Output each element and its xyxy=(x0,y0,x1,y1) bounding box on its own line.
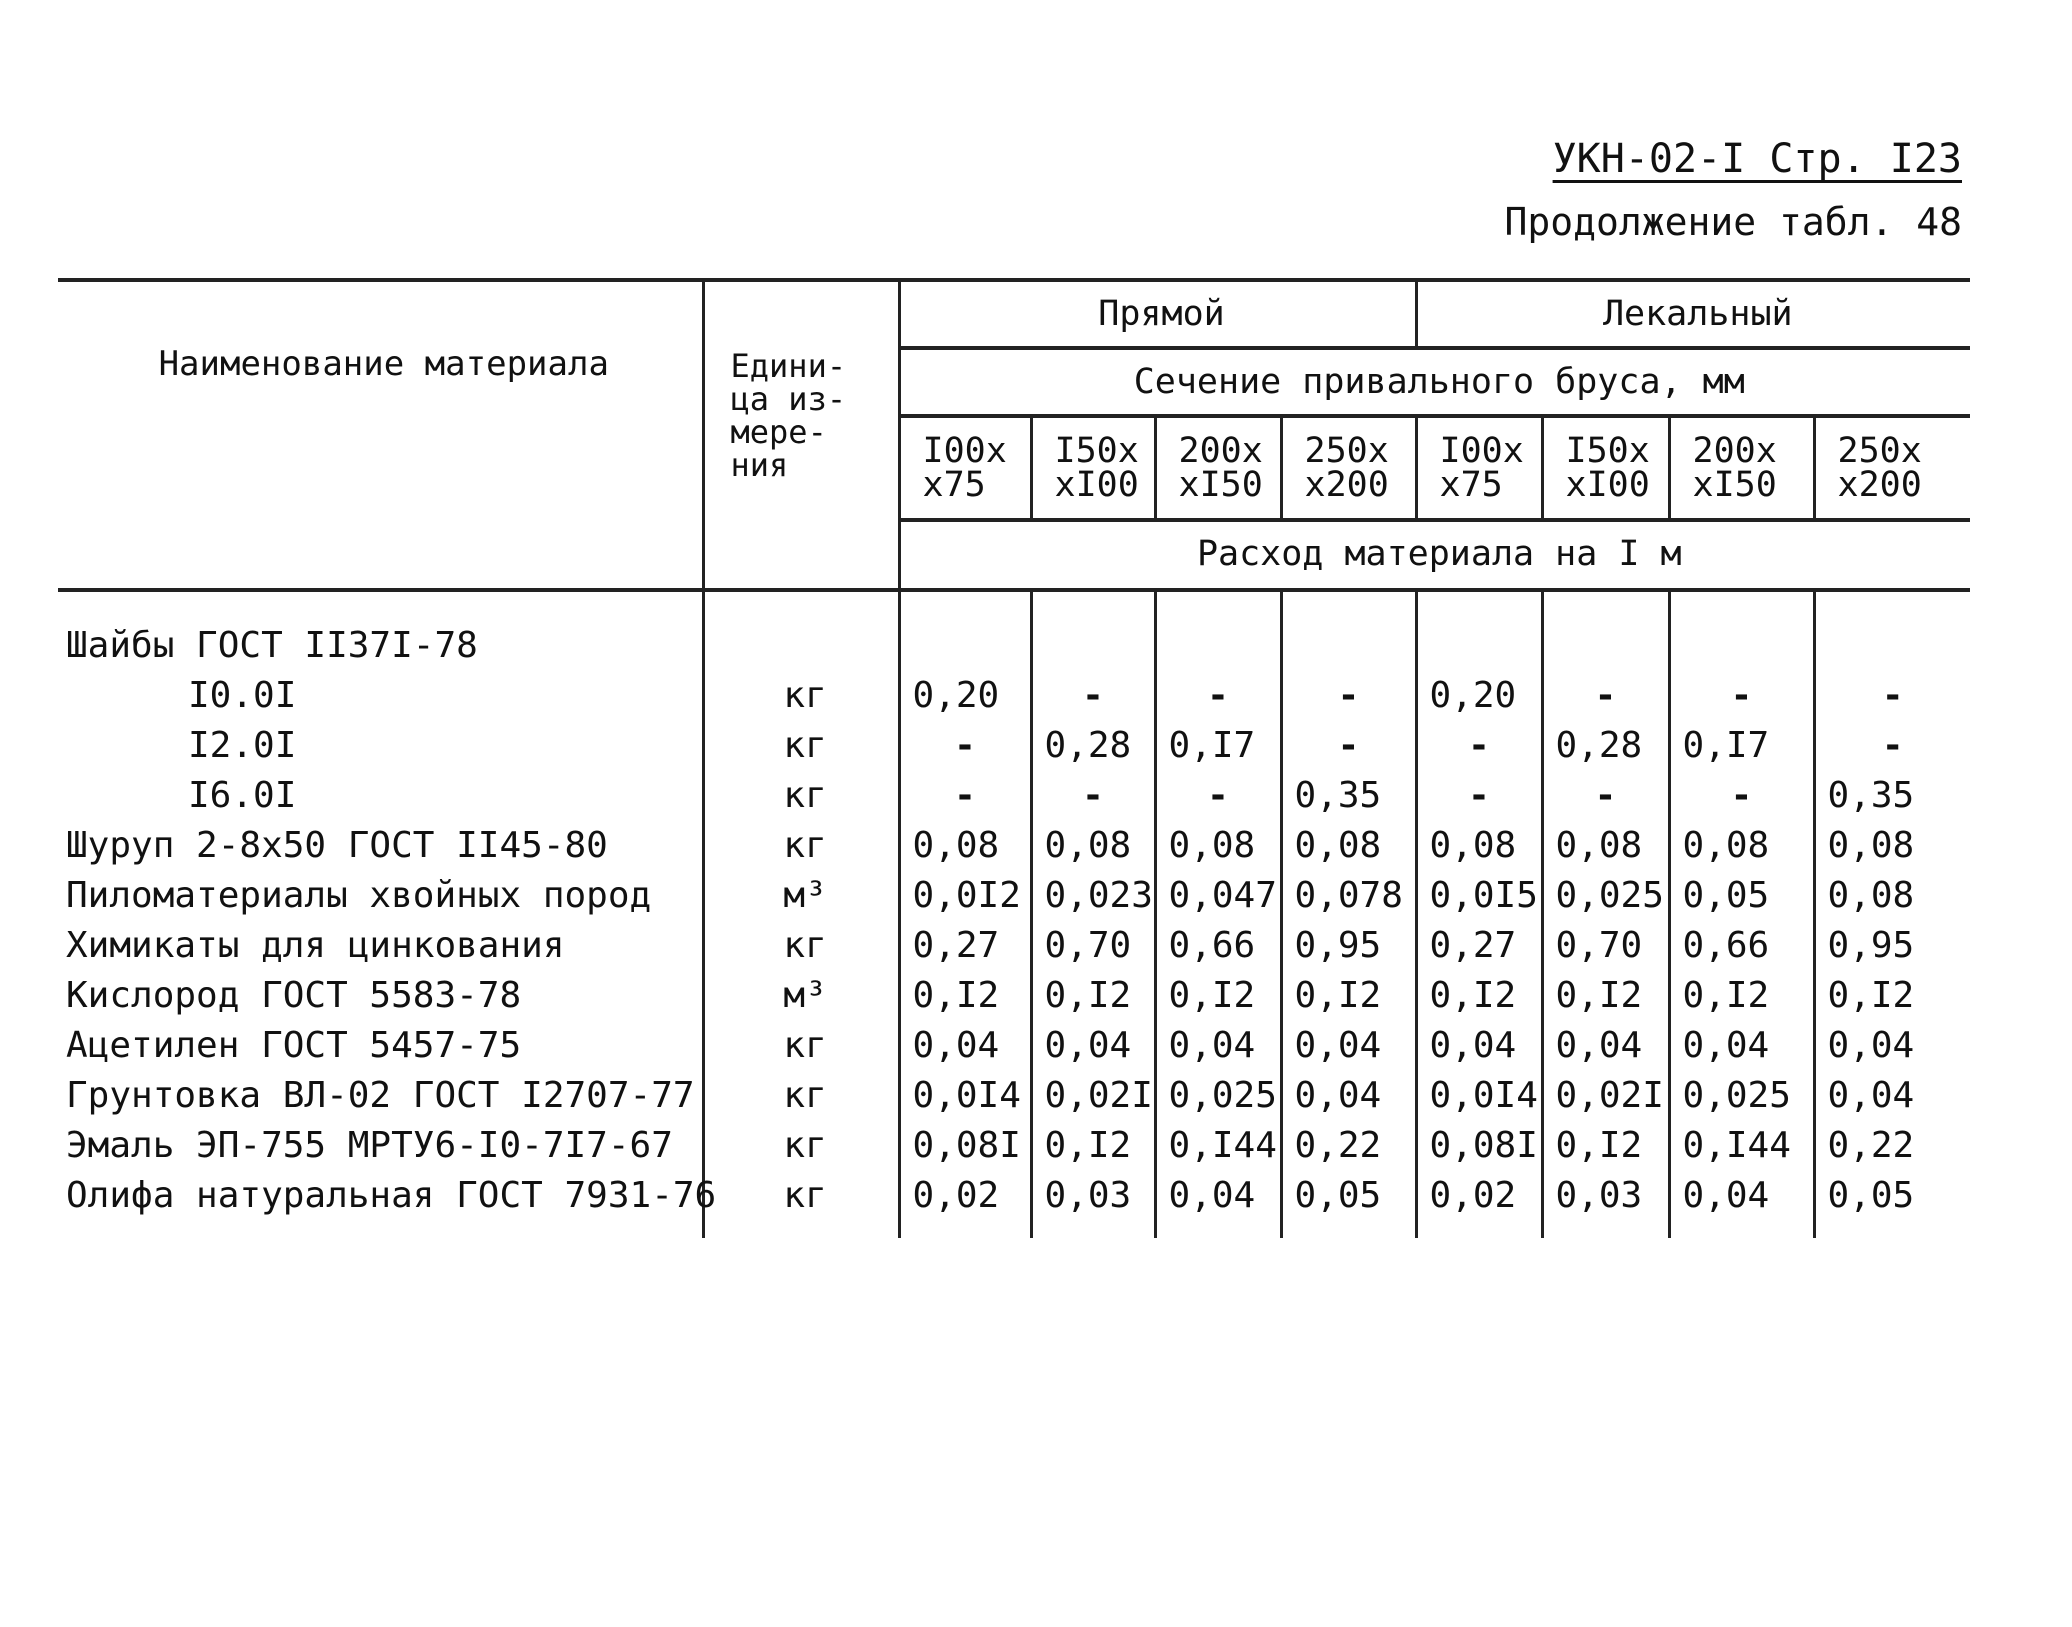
value-cell: 0,04 xyxy=(1281,1070,1416,1120)
value-cell: 0,95 xyxy=(1814,920,1970,970)
value-cell: 0,04 xyxy=(1542,1020,1669,1070)
header-dim-cell: 250x x200 xyxy=(1814,416,1970,520)
value-cell: 0,08 xyxy=(1031,820,1155,870)
value-cell: 0,02I xyxy=(1031,1070,1155,1120)
unit-cell: кг xyxy=(703,820,899,870)
value-cell: 0,04 xyxy=(1155,1020,1281,1070)
value-cell xyxy=(1281,620,1416,670)
header-dim-cell: I00x x75 xyxy=(1416,416,1542,520)
header-dim-cell: 250x x200 xyxy=(1281,416,1416,520)
value-cell: 0,70 xyxy=(1542,920,1669,970)
header-dim-cell: I50x xI00 xyxy=(1031,416,1155,520)
value-cell: 0,I2 xyxy=(1669,970,1814,1020)
table-body xyxy=(58,590,1970,1238)
value-cell: 0,I7 xyxy=(1669,720,1814,770)
value-cell: 0,66 xyxy=(1155,920,1281,970)
material-name: Грунтовка ВЛ-02 ГОСТ I2707-77 xyxy=(66,1074,695,1116)
material-name: Шайбы ГОСТ II37I-78 xyxy=(66,624,478,666)
header-dim-cell: 200x xI50 xyxy=(1669,416,1814,520)
value-cell: - xyxy=(1155,670,1281,720)
value-cell: 0,20 xyxy=(1416,670,1542,720)
header-material-name: Наименование материала xyxy=(158,344,609,384)
body-bottom-gap xyxy=(58,1220,1970,1238)
value-cell: 0,0I4 xyxy=(1416,1070,1542,1120)
value-cell: - xyxy=(1416,720,1542,770)
unit-cell xyxy=(703,620,899,670)
value-cell: 0,05 xyxy=(1814,1170,1970,1220)
material-name: I0.0I xyxy=(188,674,297,716)
table-row xyxy=(58,870,1970,920)
value-cell: 0,023 xyxy=(1031,870,1155,920)
value-cell: 0,08I xyxy=(899,1120,1031,1170)
table-row xyxy=(58,720,1970,770)
value-cell: 0,04 xyxy=(1814,1070,1970,1120)
value-cell: 0,08 xyxy=(1542,820,1669,870)
value-cell: 0,08 xyxy=(1814,870,1970,920)
value-cell: - xyxy=(1155,770,1281,820)
value-cell: - xyxy=(1814,670,1970,720)
value-cell: - xyxy=(1416,770,1542,820)
table-row xyxy=(58,620,1970,670)
value-cell xyxy=(1416,620,1542,670)
unit-cell: кг xyxy=(703,920,899,970)
value-cell: 0,02 xyxy=(899,1170,1031,1220)
value-cell: 0,0I2 xyxy=(899,870,1031,920)
table-row xyxy=(58,1120,1970,1170)
value-cell: 0,95 xyxy=(1281,920,1416,970)
value-cell: 0,04 xyxy=(1814,1020,1970,1070)
value-cell: 0,04 xyxy=(1155,1170,1281,1220)
value-cell: 0,I44 xyxy=(1155,1120,1281,1170)
unit-cell: кг xyxy=(703,1120,899,1170)
value-cell: 0,I2 xyxy=(1542,970,1669,1020)
value-cell: 0,I2 xyxy=(1031,970,1155,1020)
header-unit-line: Едини- xyxy=(730,347,847,385)
value-cell: 0,02I xyxy=(1542,1070,1669,1120)
value-cell: 0,0I5 xyxy=(1416,870,1542,920)
value-cell: 0,04 xyxy=(1031,1020,1155,1070)
value-cell: 0,27 xyxy=(899,920,1031,970)
value-cell: 0,I2 xyxy=(1416,970,1542,1020)
table-row xyxy=(58,920,1970,970)
value-cell xyxy=(1031,620,1155,670)
value-cell xyxy=(1814,620,1970,670)
value-cell: 0,08 xyxy=(1416,820,1542,870)
value-cell: - xyxy=(1669,770,1814,820)
header-consumption-label: Расход материала на I м xyxy=(899,520,1970,586)
material-name: Кислород ГОСТ 5583-78 xyxy=(66,974,522,1016)
value-cell: 0,I2 xyxy=(1031,1120,1155,1170)
value-cell: 0,02 xyxy=(1416,1170,1542,1220)
unit-cell: кг xyxy=(703,720,899,770)
value-cell: 0,20 xyxy=(899,670,1031,720)
value-cell: 0,I2 xyxy=(899,970,1031,1020)
material-name: Олифа натуральная ГОСТ 7931-76 xyxy=(66,1174,717,1216)
table-row xyxy=(58,1170,1970,1220)
value-cell: 0,08 xyxy=(1669,820,1814,870)
value-cell: 0,I44 xyxy=(1669,1120,1814,1170)
value-cell: 0,70 xyxy=(1031,920,1155,970)
value-cell: 0,08 xyxy=(1155,820,1281,870)
value-cell: 0,28 xyxy=(1542,720,1669,770)
material-name: I6.0I xyxy=(188,774,297,816)
value-cell: 0,04 xyxy=(1281,1020,1416,1070)
value-cell: 0,025 xyxy=(1155,1070,1281,1120)
table-row xyxy=(58,1020,1970,1070)
value-cell: 0,0I4 xyxy=(899,1070,1031,1120)
material-name: Ацетилен ГОСТ 5457-75 xyxy=(66,1024,522,1066)
material-name: I2.0I xyxy=(188,724,297,766)
table-header xyxy=(58,280,1970,590)
value-cell: 0,I2 xyxy=(1281,970,1416,1020)
table-row xyxy=(58,820,1970,870)
header-group-straight: Прямой xyxy=(899,280,1416,348)
value-cell: 0,35 xyxy=(1281,770,1416,820)
material-name: Пиломатериалы хвойных пород xyxy=(66,874,652,916)
value-cell: - xyxy=(1031,770,1155,820)
value-cell: 0,I2 xyxy=(1155,970,1281,1020)
value-cell xyxy=(1669,620,1814,670)
material-name: Эмаль ЭП-755 МРТУ6-I0-7I7-67 xyxy=(66,1124,673,1166)
header-unit-line: мере- xyxy=(730,413,827,451)
header-dim-cell: I50x xI00 xyxy=(1542,416,1669,520)
value-cell: 0,05 xyxy=(1281,1170,1416,1220)
value-cell: 0,025 xyxy=(1542,870,1669,920)
value-cell: - xyxy=(1542,770,1669,820)
value-cell: 0,I2 xyxy=(1542,1120,1669,1170)
value-cell: 0,047 xyxy=(1155,870,1281,920)
header-dim-cell: 200x xI50 xyxy=(1155,416,1281,520)
value-cell: - xyxy=(1031,670,1155,720)
value-cell: 0,28 xyxy=(1031,720,1155,770)
value-cell: - xyxy=(899,770,1031,820)
material-name: Химикаты для цинкования xyxy=(66,924,565,966)
value-cell: - xyxy=(1814,720,1970,770)
unit-cell: кг xyxy=(703,1070,899,1120)
table-row xyxy=(58,970,1970,1020)
value-cell: 0,66 xyxy=(1669,920,1814,970)
value-cell: 0,08I xyxy=(1416,1120,1542,1170)
value-cell: - xyxy=(1281,670,1416,720)
value-cell: 0,03 xyxy=(1031,1170,1155,1220)
body-top-gap xyxy=(58,590,1970,620)
value-cell: 0,35 xyxy=(1814,770,1970,820)
header-unit xyxy=(703,280,899,588)
table-row xyxy=(58,1070,1970,1120)
value-cell: - xyxy=(1669,670,1814,720)
unit-cell: м³ xyxy=(703,870,899,920)
materials-table xyxy=(58,278,1970,1238)
table-continuation-title: Продолжение табл. 48 xyxy=(1504,200,1962,244)
value-cell: 0,04 xyxy=(899,1020,1031,1070)
header-group-curved: Лекальный xyxy=(1416,280,1970,348)
header-section-label: Сечение привального бруса, мм xyxy=(899,348,1970,416)
value-cell xyxy=(1155,620,1281,670)
header-unit-line: ния xyxy=(730,446,789,484)
value-cell: 0,078 xyxy=(1281,870,1416,920)
unit-cell: кг xyxy=(703,670,899,720)
header-dim-cell: I00x x75 xyxy=(899,416,1031,520)
unit-cell: кг xyxy=(703,1170,899,1220)
table-row xyxy=(58,770,1970,820)
value-cell: 0,04 xyxy=(1416,1020,1542,1070)
value-cell: - xyxy=(899,720,1031,770)
unit-cell: кг xyxy=(703,1020,899,1070)
value-cell xyxy=(1542,620,1669,670)
page-reference: УКН-02-I Стр. I23 xyxy=(1552,136,1962,182)
unit-cell: м³ xyxy=(703,970,899,1020)
value-cell: 0,I7 xyxy=(1155,720,1281,770)
header-unit-line: ца из- xyxy=(730,380,847,418)
value-cell: 0,025 xyxy=(1669,1070,1814,1120)
value-cell: 0,05 xyxy=(1669,870,1814,920)
value-cell xyxy=(899,620,1031,670)
value-cell: 0,27 xyxy=(1416,920,1542,970)
value-cell: 0,22 xyxy=(1281,1120,1416,1170)
unit-cell: кг xyxy=(703,770,899,820)
table-row xyxy=(58,670,1970,720)
value-cell: 0,08 xyxy=(899,820,1031,870)
value-cell: 0,I2 xyxy=(1814,970,1970,1020)
value-cell: 0,22 xyxy=(1814,1120,1970,1170)
value-cell: 0,03 xyxy=(1542,1170,1669,1220)
material-name: Шуруп 2-8x50 ГОСТ II45-80 xyxy=(66,824,608,866)
value-cell: - xyxy=(1542,670,1669,720)
value-cell: 0,08 xyxy=(1281,820,1416,870)
value-cell: 0,04 xyxy=(1669,1020,1814,1070)
value-cell: - xyxy=(1281,720,1416,770)
value-cell: 0,08 xyxy=(1814,820,1970,870)
value-cell: 0,04 xyxy=(1669,1170,1814,1220)
